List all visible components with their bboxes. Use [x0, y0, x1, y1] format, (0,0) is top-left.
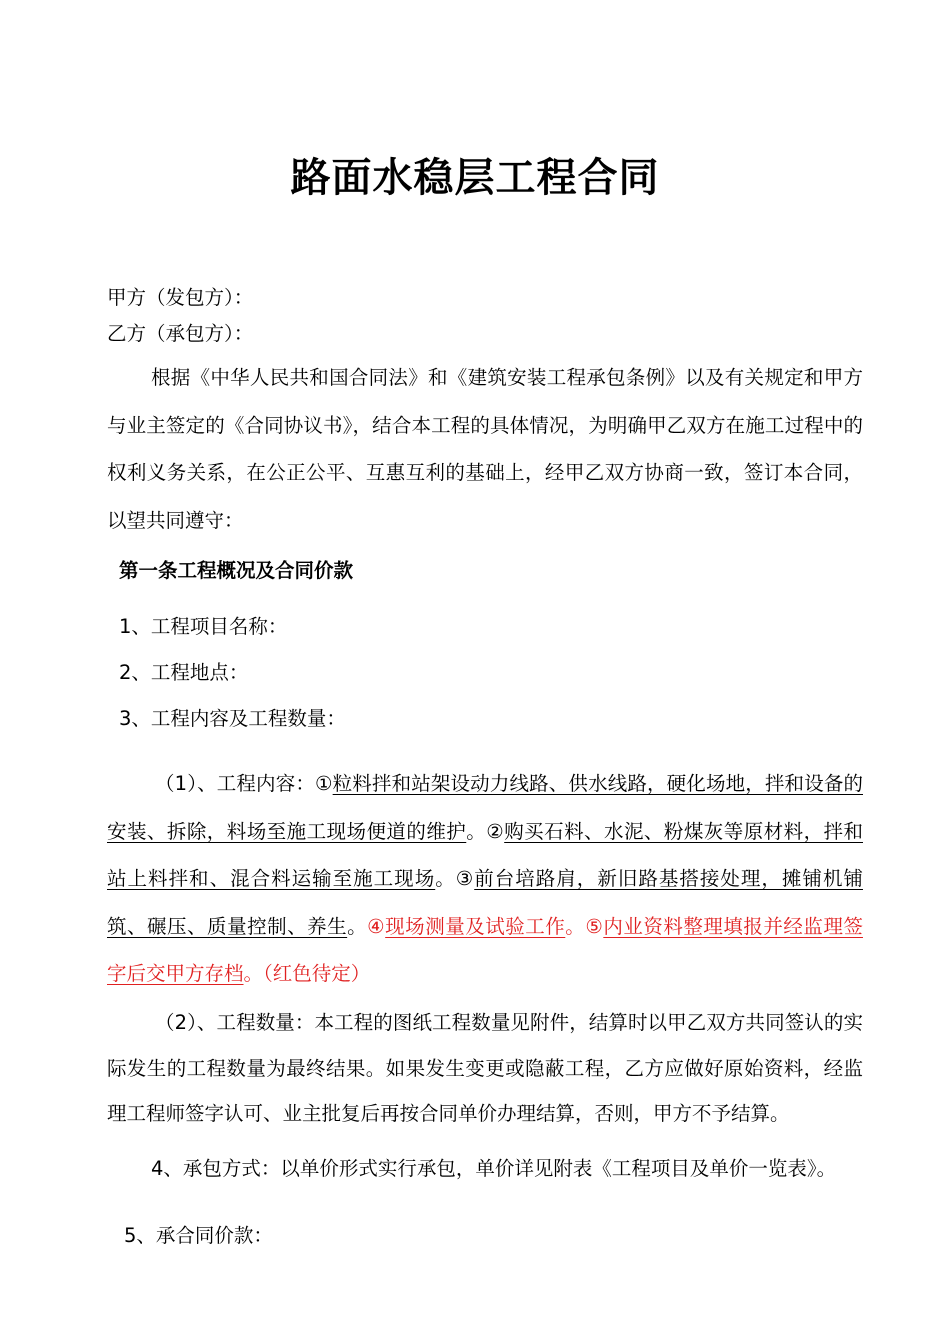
scope-item-2: 购买石料、水泥、粉煤灰等原材料，拌和站上料拌和、混合料运输至施工现场	[107, 819, 863, 890]
item-3-scope-and-quantity: 3、工程内容及工程数量：	[119, 707, 346, 730]
scope-item-5-pending: 内业资料整理填报并经监理签字后交甲方存档	[107, 914, 863, 985]
scope-separator-3: 。	[347, 914, 368, 938]
preamble-paragraph: 根据《中华人民共和国合同法》和《建筑安装工程承包条例》以及有关规定和甲方与业主签定的《合同协议书》，结合本工程的具体情况，为明确甲乙双方在施工过程中的权利义务关系，在公正公平、互惠互利的基础上，经甲乙双方协商一致，签订本合同，以望共同遵守：	[107, 366, 863, 532]
scope-prefix: （1）、工程内容：	[155, 772, 315, 795]
scope-paragraph	[107, 760, 863, 998]
scope-number-1: ①	[315, 772, 333, 795]
scope-item-4-pending: 现场测量及试验工作	[385, 914, 566, 938]
scope-separator-2: 。	[435, 867, 456, 890]
scope-item-1: 粒料拌和站架设动力线路、供水线路，硬化场地，拌和设备的安装、拆除，料场至施工现场便道的维护	[107, 772, 863, 843]
item-2-project-location: 2、工程地点：	[119, 661, 249, 684]
pending-note: （红色待定）	[263, 962, 371, 985]
item-1-project-name: 1、工程项目名称：	[119, 615, 288, 638]
quantity-paragraph: （2）、工程数量：本工程的图纸工程数量见附件，结算时以甲乙双方共同签认的实际发生的工程数量为最终结果。如果发生变更或隐蔽工程，乙方应做好原始资料，经监理工程师签字认可、业主批复后再按合同单价办理结算，否则，甲方不予结算。	[107, 1011, 863, 1125]
document-title: 路面水稳层工程合同	[290, 155, 660, 201]
item-4-contract-method: 4、承包方式：以单价形式实行承包，单价详见附表《工程项目及单价一览表》。	[151, 1157, 837, 1180]
scope-number-4: ④	[367, 914, 386, 938]
scope-item-3: 前台培路肩，新旧路基搭接处理，摊铺机铺筑、碾压、质量控制、养生	[107, 867, 863, 938]
scope-number-2: ②	[486, 819, 505, 843]
scope-separator-4: 。	[565, 914, 586, 938]
party-a-label: 甲方（发包方）：	[107, 286, 254, 309]
party-b-label: 乙方（承包方）：	[107, 322, 254, 345]
scope-number-3: ③	[455, 867, 475, 890]
scope-separator-5: 。	[243, 962, 264, 985]
scope-number-5: ⑤	[585, 914, 604, 938]
item-5-contract-price: 5、承合同价款：	[124, 1224, 273, 1247]
scope-separator-1: 。	[466, 819, 487, 843]
article-1-heading: 第一条工程概况及合同价款	[119, 559, 354, 582]
